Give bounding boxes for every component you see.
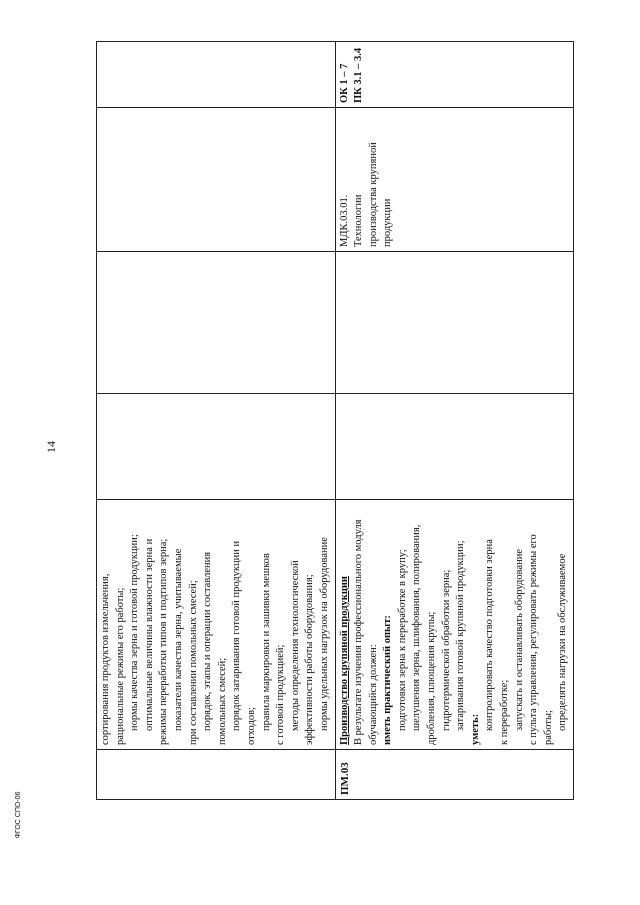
course-cell bbox=[97, 108, 336, 252]
text-line: гидротермической обработки зерна; bbox=[440, 569, 452, 731]
text-line: с пульта управления, регулировать режимы его bbox=[528, 534, 540, 745]
text-line: порядок, этапы и операции составления bbox=[202, 551, 214, 731]
course-code: МДК.03.01. bbox=[338, 194, 350, 247]
text-line: нормы удельных нагрузок на оборудование bbox=[318, 537, 330, 731]
hours-cell bbox=[335, 252, 574, 394]
text-line: нормы качества зерна и готовой продукции; bbox=[129, 534, 141, 731]
text-line: правила маркировки и зашивки мешков bbox=[260, 553, 272, 731]
footer-stamp: ФГОС СПО-06 bbox=[15, 791, 22, 839]
hours-cell bbox=[97, 252, 336, 394]
text-line: обучающийся должен: bbox=[367, 644, 379, 745]
text-line: методы определения технологической bbox=[289, 560, 301, 731]
text-line: Технологии bbox=[353, 194, 365, 247]
module-code-cell bbox=[335, 750, 574, 800]
text-line: определять нагрузки на обслуживаемое bbox=[557, 553, 569, 731]
text-line: производства крупяной bbox=[367, 142, 379, 247]
content-cell bbox=[97, 500, 336, 750]
text-line: помольных смесей; bbox=[216, 657, 228, 745]
module-title: Производство крупяной продукции bbox=[338, 576, 350, 745]
curriculum-table bbox=[96, 42, 569, 800]
hours-cell bbox=[97, 394, 336, 500]
text-line: режимы переработки типов и подтипов зерна; bbox=[158, 538, 170, 745]
text-line: эффективности работы оборудования; bbox=[304, 574, 316, 745]
text-line: порядок затаривания готовой продукции и bbox=[231, 540, 243, 731]
table-row bbox=[335, 42, 574, 800]
table-row bbox=[97, 42, 336, 800]
competencies-pk: ПК 3.1 – 3.4 bbox=[353, 47, 365, 103]
text-line: продукции bbox=[382, 198, 394, 247]
module-code: ПМ.03 bbox=[338, 762, 351, 795]
text-line: при составлении помольных смесей; bbox=[187, 580, 199, 745]
course-cell bbox=[335, 108, 574, 252]
text-line: отходов; bbox=[245, 707, 257, 745]
text-line: с готовой продукцией; bbox=[275, 644, 287, 745]
text-line: дробления, плющения крупы; bbox=[426, 611, 438, 745]
text-line: работы; bbox=[542, 710, 554, 745]
text-line: запускать и останавливать оборудование bbox=[513, 548, 525, 731]
text-line: В результате изучения профессионального модуля bbox=[353, 519, 365, 745]
skills-heading: уметь: bbox=[469, 713, 481, 745]
page-number: 14 bbox=[44, 441, 58, 453]
text-line: шелушения зерна, шлифования, полирования, bbox=[411, 524, 423, 731]
module-content-cell bbox=[335, 500, 574, 750]
text-line: показатели качества зерна, учитываемые bbox=[172, 548, 184, 731]
text-line: оптимальные величины влажности зерна и bbox=[143, 538, 155, 731]
competencies-cell bbox=[97, 42, 336, 108]
text-line: к переработке; bbox=[499, 679, 511, 745]
hours-cell bbox=[335, 394, 574, 500]
experience-heading: иметь практический опыт: bbox=[382, 615, 394, 745]
competencies-ok: ОК 1 – 7 bbox=[338, 63, 350, 103]
text-line: затаривания готовой крупяной продукции; bbox=[455, 540, 467, 731]
competencies-cell bbox=[335, 42, 574, 108]
code-cell bbox=[97, 750, 336, 800]
text-line: подготовки зерна к переработке в крупу; bbox=[396, 549, 408, 731]
text-line: контролировать качество подготовки зерна bbox=[484, 539, 496, 731]
text-line: сортирования продуктов измельчения, bbox=[100, 573, 111, 745]
text-line: рациональные режимы его работы; bbox=[114, 587, 126, 745]
